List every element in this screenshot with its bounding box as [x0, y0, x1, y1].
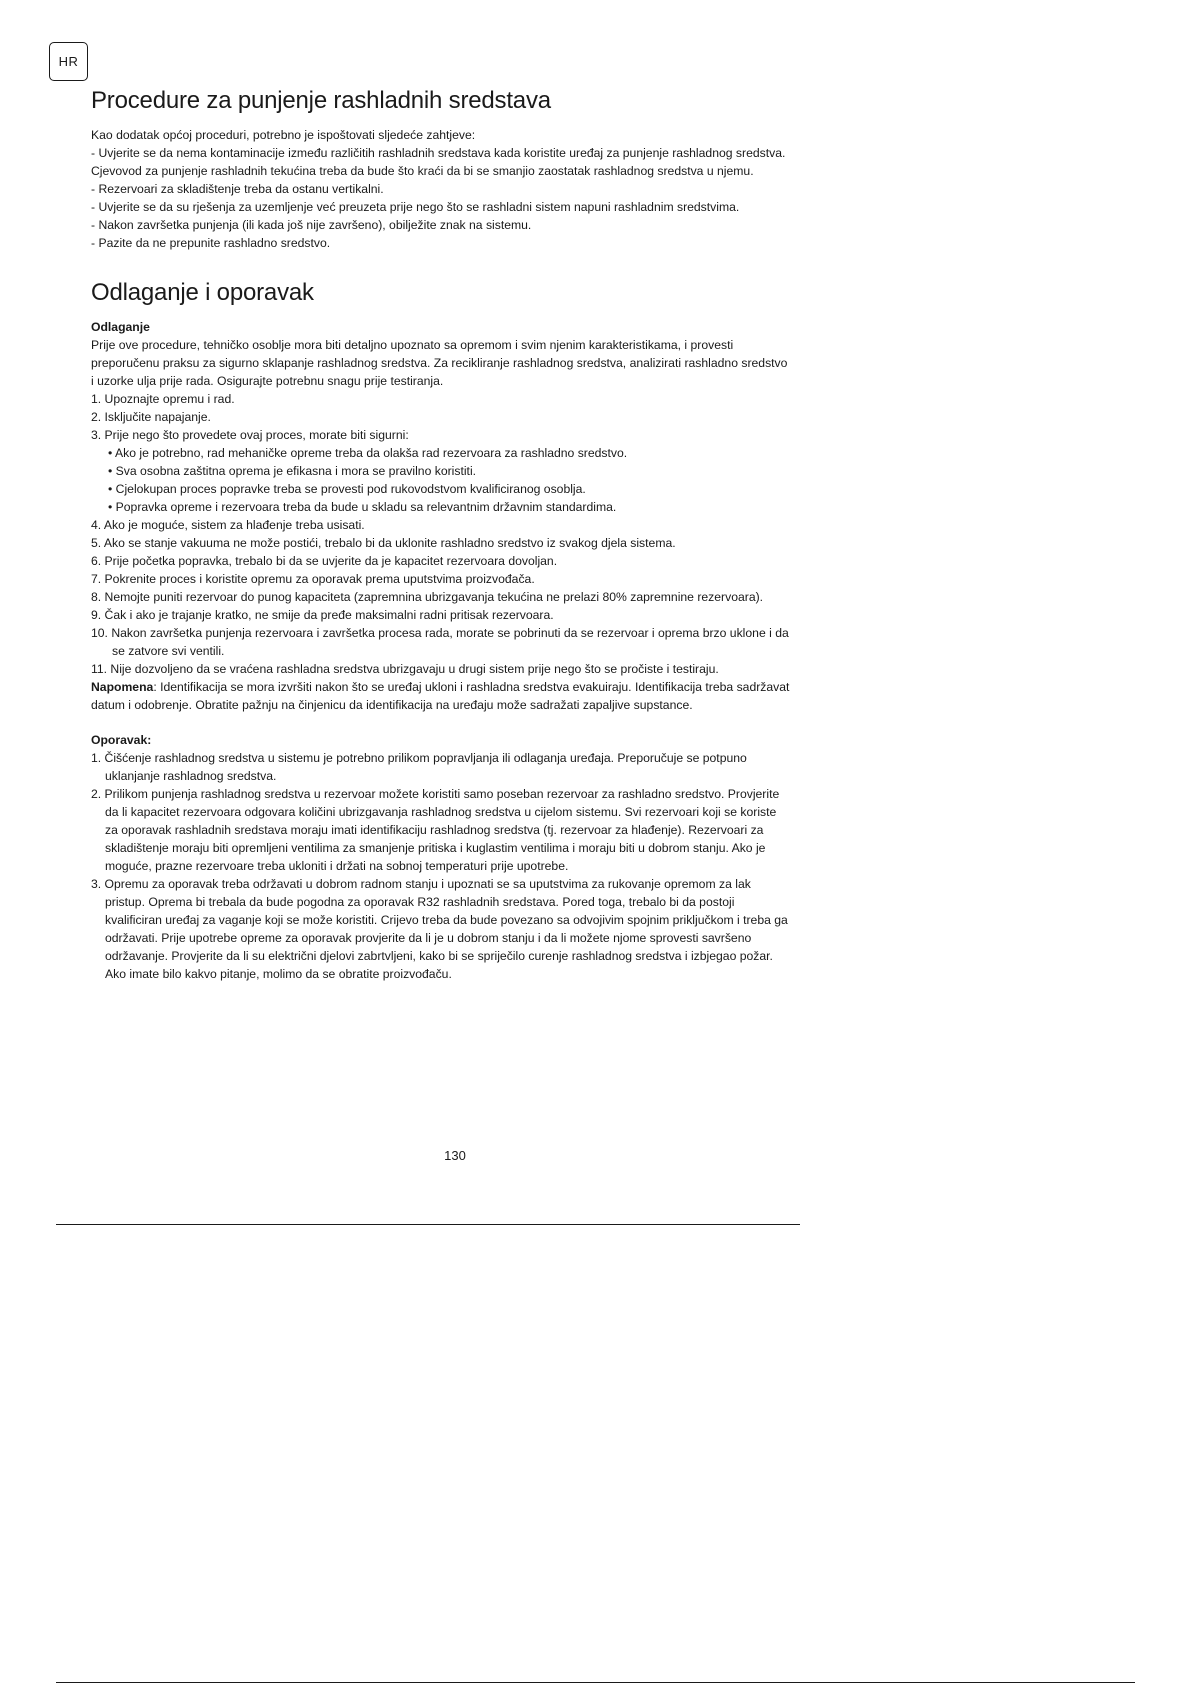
list-item: 1. Upoznajte opremu i rad. [91, 392, 235, 406]
language-badge: HR [49, 42, 88, 81]
list-item: • Ako je potrebno, rad mehaničke opreme treba da olakša rad rezervoara za rashladno sredstvo. [108, 446, 628, 460]
disposal-steps-list-final [91, 624, 791, 678]
list-item: - Uvjerite se da nema kontaminacije između različitih rashladnih sredstava kada koristite uređaj za punjenje rashladnog sredstva. Cjevovod za punjenje rashladnih tekućina treba da bude što kraći da bi se smanjio zaostatak rashladnog sredstva u njemu. [91, 146, 786, 178]
list-item: 10. Nakon završetka punjenja rezervoara i završetka procesa rada, morate se pobrinuti da se rezervoar i oprema brzo uklone i da se zatvore svi ventili. [91, 626, 789, 658]
list-item: • Popravka opreme i rezervoara treba da bude u skladu sa relevantnim državnim standardima. [108, 500, 617, 514]
list-item: 8. Nemojte puniti rezervoar do punog kapaciteta (zapremnina ubrizgavanja tekućina ne prelazi 80% zapremnine rezervoara). [91, 590, 764, 604]
list-item: 2. Isključite napajanje. [91, 410, 211, 424]
disposal-steps-list-continued [91, 516, 791, 624]
page-bottom-line [56, 1682, 1135, 1683]
section-title-charging: Procedure za punjenje rashladnih sredstava [91, 87, 551, 114]
note-label: Napomena [91, 680, 154, 694]
list-item: - Nakon završetka punjenja (ili kada još nije završeno), obilježite znak na sistemu. [91, 218, 532, 232]
disposal-checklist [91, 444, 791, 516]
list-item: 1. Čišćenje rashladnog sredstva u sistemu je potrebno prilikom popravljanja ili odlaganja uređaja. Preporučuje se potpuno uklanjanje rashladnog sredstva. [91, 751, 747, 783]
list-item: • Cjelokupan proces popravke treba se provesti pod rukovodstvom kvalificiranog osoblja. [108, 482, 586, 496]
list-item: 6. Prije početka popravka, trebalo bi da se uvjerite da je kapacitet rezervoara dovoljan. [91, 554, 558, 568]
list-item: - Uvjerite se da su rješenja za uzemljenje već preuzeta prije nego što se rashladni sistem napuni rashladnim sredstvima. [91, 200, 740, 214]
divider-line [56, 1224, 800, 1225]
list-item: 11. Nije dozvoljeno da se vraćena rashladna sredstva ubrizgavaju u drugi sistem prije nego što se pročiste i testiraju. [91, 662, 719, 676]
list-item: 2. Prilikom punjenja rashladnog sredstva u rezervoar možete koristiti samo poseban rezervoar za rashladno sredstvo. Provjerite da li kapacitet rezervoara odgovara količini ubrizgavanja rashladnog sredstva u cijelom sistemu. Svi rezervoari koji se koriste za oporavak rashladnih sredstava moraju imati identifikaciju rashladnog sredstva (tj. rezervoar za hlađenje). Rezervoari za skladištenje moraju biti opremljeni ventilima za smanjenje pritiska i kuglastim ventilima i moraju biti u dobrom stanju. Ako je moguće, prazne rezervoare treba ukloniti i držati na sobnoj temperaturi prije upotrebe. [91, 787, 780, 873]
disposal-steps-list [91, 390, 791, 444]
section-title-disposal-recovery: Odlaganje i oporavak [91, 279, 314, 306]
disposal-heading: Odlaganje [91, 320, 150, 334]
charging-requirements-list [91, 144, 791, 252]
list-item: 5. Ako se stanje vakuuma ne može postići, trebalo bi da uklonite rashladno sredstvo iz svakog djela sistema. [91, 536, 676, 550]
recovery-steps-list [91, 749, 791, 983]
list-item: - Pazite da ne prepunite rashladno sredstvo. [91, 236, 331, 250]
list-item: • Sva osobna zaštitna oprema je efikasna i mora se pravilno koristiti. [108, 464, 477, 478]
list-item: 7. Pokrenite proces i koristite opremu za oporavak prema uputstvima proizvođača. [91, 572, 535, 586]
disposal-intro: Prije ove procedure, tehničko osoblje mora biti detaljno upoznato sa opremom i svim njenim karakteristikama, i provesti preporučenu praksu za sigurno sklapanje rashladnog sredstva. Za recikliranje rashladnog sredstva, analizirati rashladno sredstvo i uzorke ulja prije rada. Osigurajte potrebnu snagu prije testiranja. [91, 338, 788, 388]
list-item: 4. Ako je moguće, sistem za hlađenje treba usisati. [91, 518, 365, 532]
list-item: 3. Opremu za oporavak treba održavati u dobrom radnom stanju i upoznati se sa uputstvima za rukovanje opremom za lak pristup. Oprema bi trebala da bude pogodna za oporavak R32 rashladnih sredstava. Pored toga, trebalo bi da postoji kvalificiran uređaj za vaganje koji se može koristiti. Crijevo treba da bude povezano sa odvojivim spojnim priključkom i treba ga održavati. Prije upotrebe opreme za oporavak provjerite da li je u dobrom stanju i da li možete njome sprovesti savršeno održavanje. Provjerite da li su električni djelovi zabrtvljeni, kako bi se spriječilo curenje rashladnog sredstva i izbjegao požar. Ako imate bilo kakvo pitanje, molimo da se obratite proizvođaču. [91, 877, 788, 981]
charging-intro: Kao dodatak općoj proceduri, potrebno je ispoštovati sljedeće zahtjeve: [91, 128, 476, 142]
disposal-note [91, 678, 791, 714]
note-text: : Identifikacija se mora izvršiti nakon što se uređaj ukloni i rashladna sredstva evakuiraju. Identifikacija treba sadržavat datum i odobrenje. Obratite pažnju na činjenicu da identifikacija na uređaju može sadražati zapaljive supstance. [91, 680, 790, 712]
list-item: - Rezervoari za skladištenje treba da ostanu vertikalni. [91, 182, 384, 196]
recovery-heading: Oporavak: [91, 733, 152, 747]
page-content [91, 84, 791, 983]
page-number: 130 [444, 1148, 466, 1163]
list-item: 9. Čak i ako je trajanje kratko, ne smije da pređe maksimalni radni pritisak rezervoara. [91, 608, 554, 622]
list-item: 3. Prije nego što provedete ovaj proces, morate biti sigurni: [91, 428, 409, 442]
